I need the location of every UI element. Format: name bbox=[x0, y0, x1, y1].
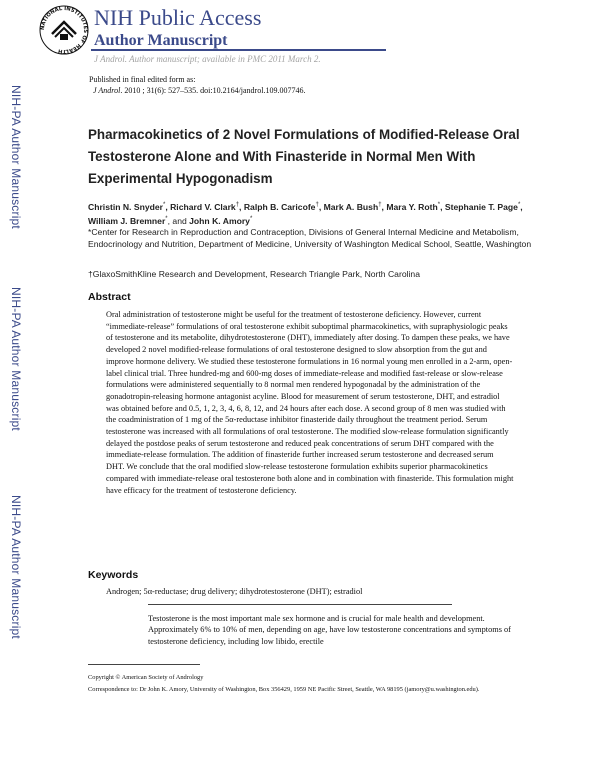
author-affiliation-mark: † bbox=[235, 202, 240, 208]
abstract-heading: Abstract bbox=[88, 291, 131, 303]
author-manuscript-label: Author Manuscript bbox=[94, 32, 228, 49]
affiliation-2: †GlaxoSmithKline Research and Development, Research Triangle Park, North Carolina bbox=[88, 269, 420, 279]
footnotes bbox=[88, 674, 508, 694]
author-name: John K. Amory bbox=[189, 215, 250, 226]
side-label-2: NIH-PA Author Manuscript bbox=[9, 287, 23, 431]
nih-logo bbox=[38, 4, 90, 56]
note-rest: Author manuscript; available in PMC 2011 March 2. bbox=[127, 54, 321, 64]
author-affiliation-mark: * bbox=[162, 202, 166, 208]
availability-note bbox=[94, 54, 321, 65]
citation bbox=[93, 86, 305, 96]
article-title: Pharmacokinetics of 2 Novel Formulations of Modified-Release Oral Testosterone Alone and With Finasteride in Normal Men With Experimental Hypogonadism bbox=[88, 127, 520, 186]
keywords-text: Androgen; 5α-reductase; drug delivery; dihydrotestosterone (DHT); estradiol bbox=[106, 587, 363, 596]
nih-seal-icon bbox=[38, 4, 90, 56]
author-name: Mark A. Bush bbox=[323, 201, 379, 212]
nih-public-access-title: NIH Public Access bbox=[94, 5, 262, 30]
published-in-label: Published in final edited form as: bbox=[89, 75, 196, 84]
citation-details: . 2010 ; 31(6): 527–535. doi:10.2164/jandrol.109.007746. bbox=[120, 86, 306, 95]
author-affiliation-mark: † bbox=[378, 202, 382, 208]
author-affiliation-mark: * bbox=[437, 202, 441, 208]
abstract-text: Oral administration of testosterone might be useful for the treatment of testosterone deficiency. However, current “immediate-release” formulations of oral testosterone exhibit suboptimal pharmacokinetics, with supraphysiologic peaks of testosterone and its metabolite, dihydrotestosterone (DHT), immediately after dosing. To dampen these peaks, we have developed 2 novel modified-release formulations of oral testosterone designed to slow absorption from the gut and improve hormone delivery. We studied these testosterone formulations in 16 normal young men enrolled in a 2-arm, open-label clinical trial. Three hundred-mg and 600-mg doses of immediate-release and modified fast-release or slow-release formulations were administered sequentially to 8 normal men rendered hypogonadal by the administration of the gonadotropin-releasing hormone antagonist acyline. Blood for measurement of serum testosterone, DHT, and estradiol was obtained before and 0.5, 1, 2, 3, 4, 6, 8, 12, and 24 hours after each dose. A second group of 8 men was studied with the coadministration of 1 mg of the 5α-reductase inhibitor finasteride daily throughout the treatment period. Serum testosterone was increased with all formulations of oral testosterone. The modified slow-release formulation significantly delayed the postdose peaks of serum testosterone and reduced peak concentrations of serum DHT compared with the immediate-release formulation. The addition of finasteride further increased serum testosterone and decreased serum DHT. We conclude that the oral modified slow-release testosterone formulation exhibits superior pharmacokinetics compared with immediate-release oral testosterone both alone and in combination with finasteride. This formulation might have efficacy for the treatment of testosterone deficiency. bbox=[106, 310, 514, 495]
author-name: Ralph B. Caricofe bbox=[243, 201, 316, 212]
author-affiliation-mark: * bbox=[165, 215, 168, 222]
copyright-note: Copyright © American Society of Andrology bbox=[88, 674, 204, 681]
note-journal: J Androl. bbox=[94, 54, 127, 64]
citation-journal: J Androl bbox=[93, 86, 121, 95]
svg-text:NATIONAL INSTITUTES OF HEALTH: NATIONAL INSTITUTES OF HEALTH bbox=[39, 5, 89, 55]
intro-paragraph: Testosterone is the most important male sex hormone and is crucial for male health and development. Approximately 6% to 10% of men, depending on age, have low testosterone concentrations and symptoms of testosterone deficiency, including low libido, erectile bbox=[148, 614, 511, 646]
author-affiliation-mark: † bbox=[315, 202, 319, 208]
affiliation-1: *Center for Research in Reproduction and Contraception, Divisions of General Internal Medicine and Metabolism, Endocrinology and Nutrition, Department of Medicine, University of Washington Medical School, Seattle, Washington bbox=[88, 227, 532, 249]
author-name: Richard V. Clark bbox=[170, 201, 236, 212]
author-affiliation-mark: * bbox=[249, 215, 253, 222]
side-label-3: NIH-PA Author Manuscript bbox=[9, 495, 23, 639]
keywords-heading: Keywords bbox=[88, 569, 139, 581]
footnote-rule bbox=[88, 664, 200, 665]
author-name: Mara Y. Roth bbox=[386, 201, 438, 212]
side-label-1: NIH-PA Author Manuscript bbox=[9, 85, 23, 229]
author-name: Stephanie T. Page bbox=[444, 201, 518, 212]
correspondence-note: Correspondence to: Dr John K. Amory, University of Washington, Box 356429, 1959 NE Pacific Street, Seattle, WA 98195 (jamory@u.washington.edu). bbox=[88, 685, 480, 693]
author-name: Christin N. Snyder bbox=[88, 201, 163, 212]
author-list: Christin N. Snyder*, Richard V. Clark†, Ralph B. Caricofe†, Mark A. Bush†, Mara Y. Roth*, Stephanie T. Page*, William J. Bremner*, and John K. Amory* bbox=[88, 201, 523, 226]
section-rule bbox=[148, 604, 452, 605]
author-name: William J. Bremner bbox=[88, 215, 166, 226]
author-affiliation-mark: * bbox=[517, 202, 521, 208]
